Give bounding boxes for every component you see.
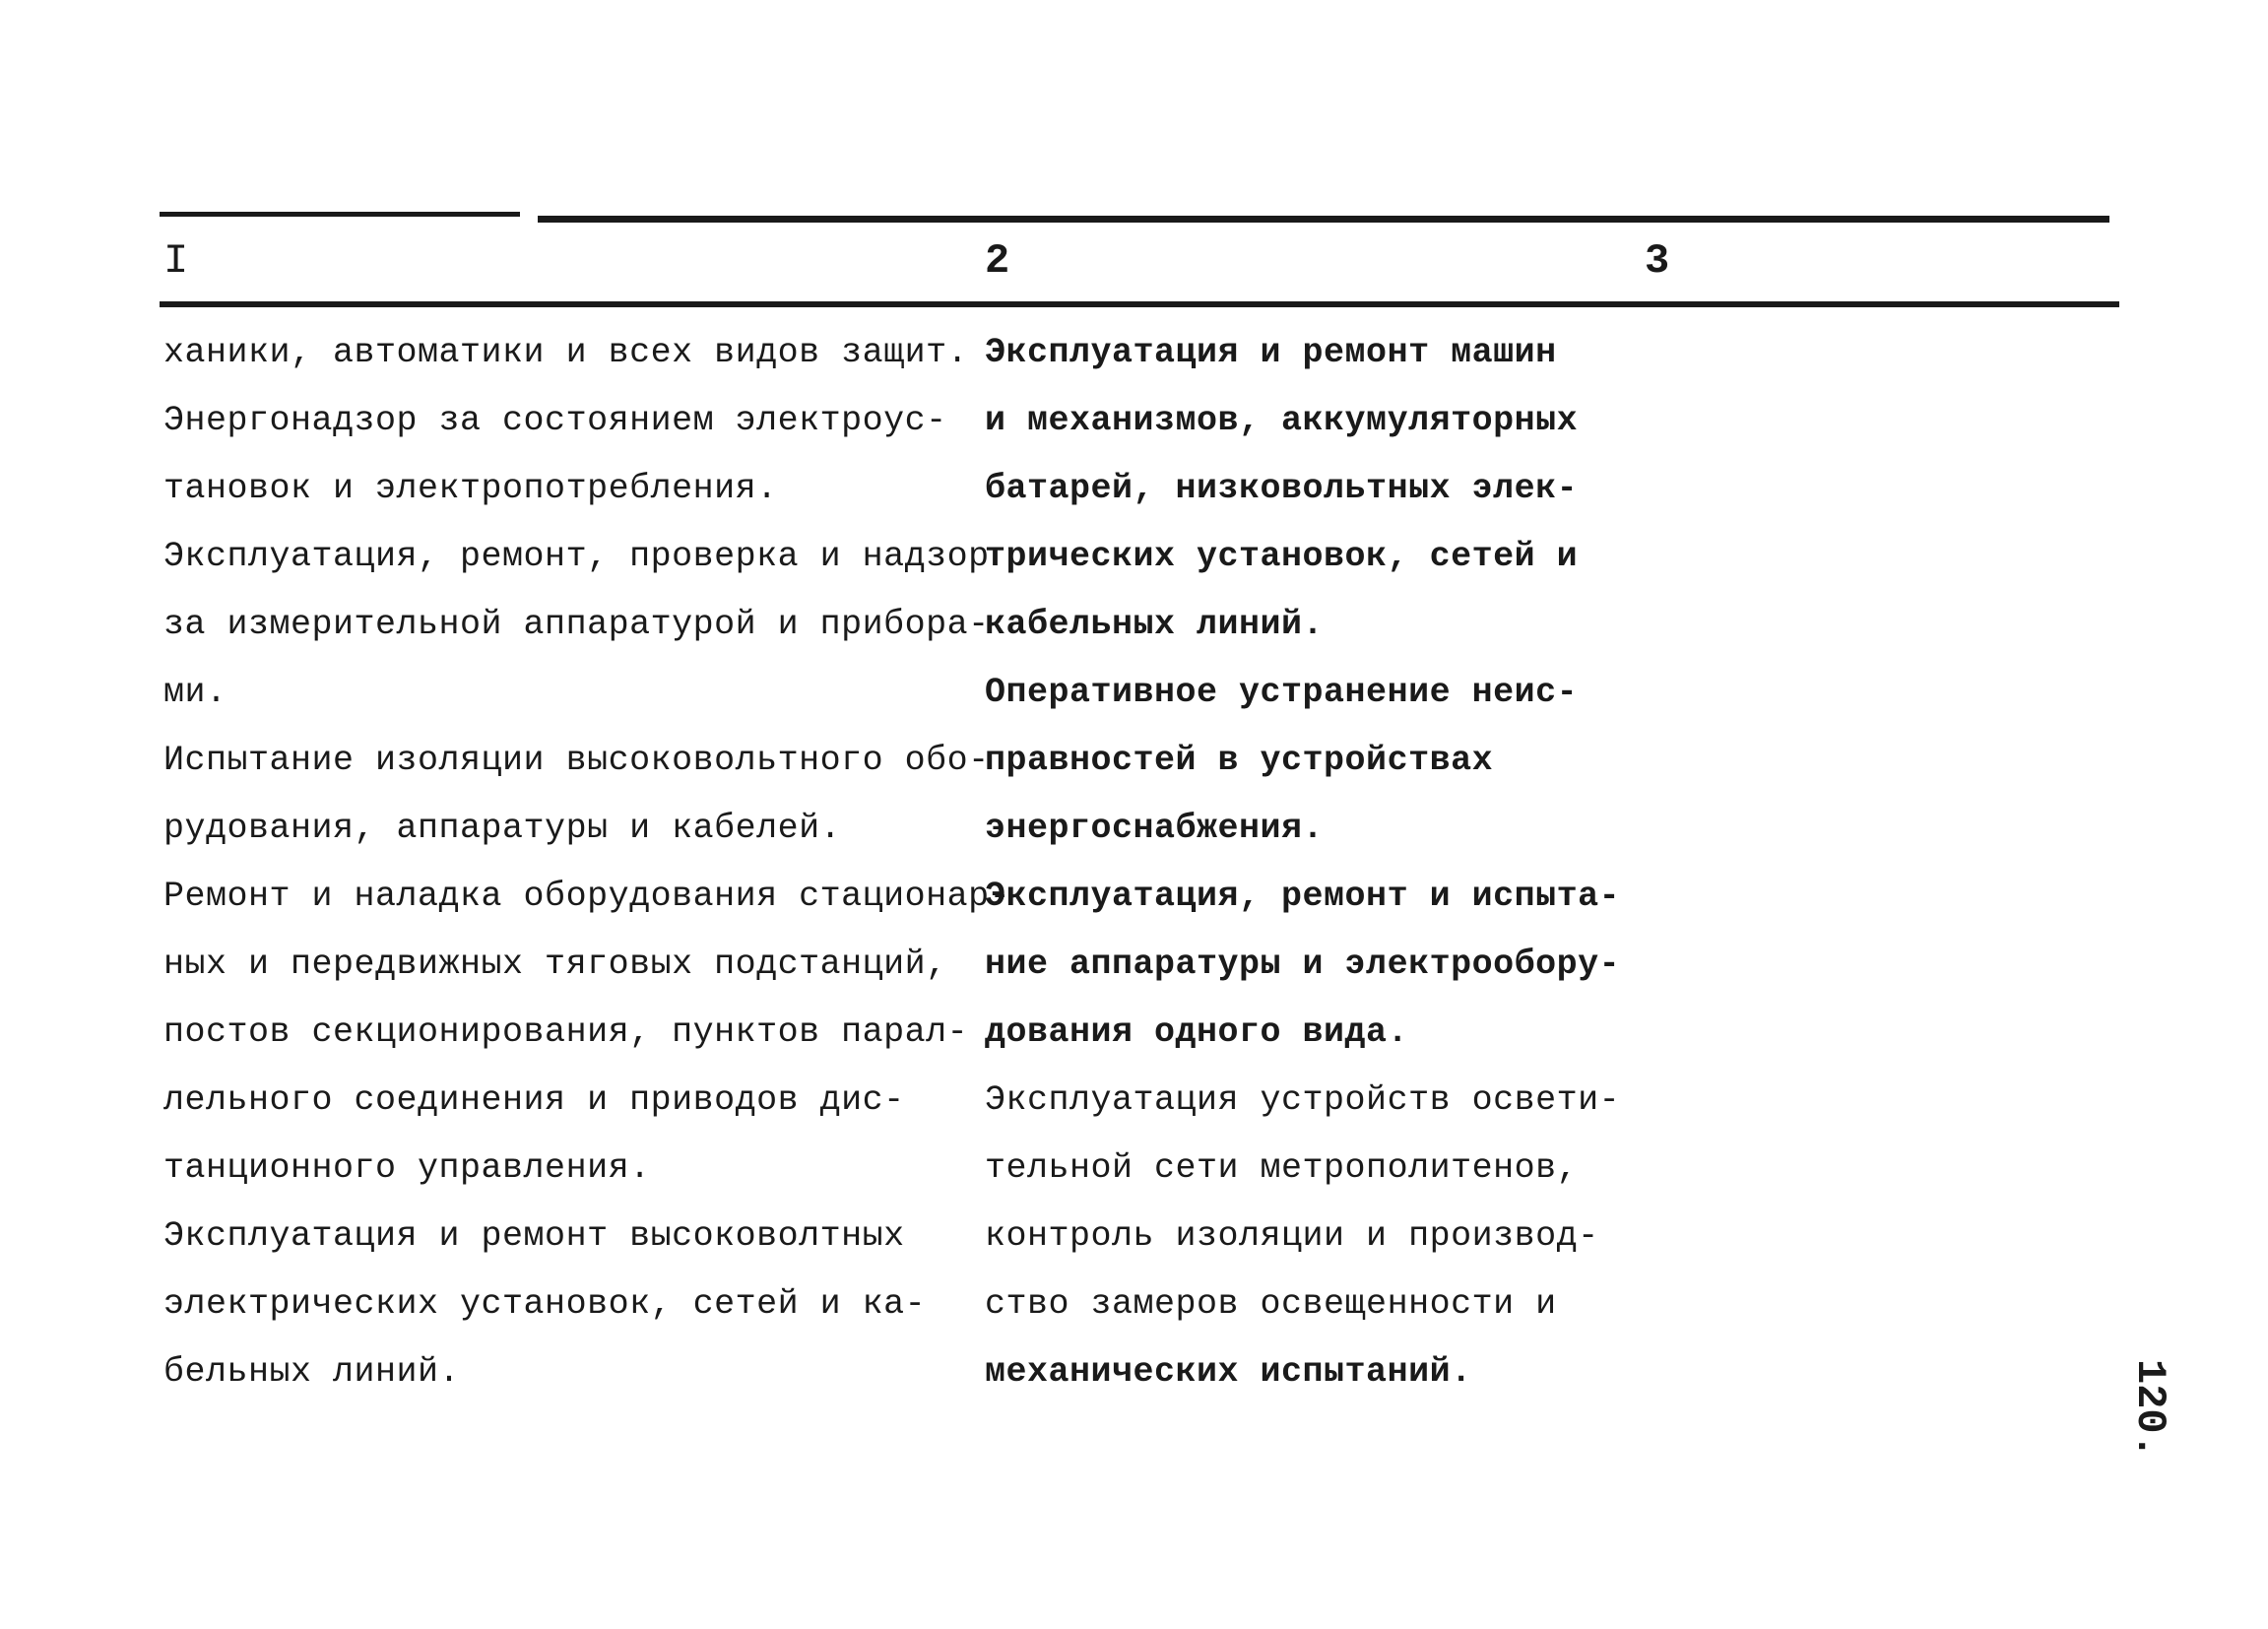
column-2-line: Эксплуатация и ремонт машин [985, 333, 1557, 372]
column-1-line: бельных линий. [163, 1352, 461, 1392]
column-2-line: батарей, низковольтных элек- [985, 469, 1579, 508]
column-1-line: Эксплуатация, ремонт, проверка и надзор [163, 537, 990, 576]
column-2-line: Эксплуатация устройств освети- [985, 1080, 1621, 1120]
table-top-rule-right [538, 216, 2109, 223]
column-1-line: Эксплуатация и ремонт высоковолтных [163, 1216, 905, 1256]
column-2-line: Оперативное устранение неис- [985, 673, 1579, 712]
table-top-rule-left [160, 212, 520, 217]
column-2-line: механических испытаний. [985, 1352, 1472, 1392]
column-1-line: Энергонадзор за состоянием электроус- [163, 401, 947, 440]
column-1-text [163, 327, 1011, 1414]
column-number-3: 3 [1645, 237, 1670, 285]
column-1-line: за измерительной аппаратурой и прибора- [163, 605, 990, 644]
column-2-line: и механизмов, аккумуляторных [985, 401, 1579, 440]
column-2-line: дования одного вида. [985, 1012, 1409, 1052]
column-1-line: лельного соединения и приводов дис- [163, 1080, 905, 1120]
column-1-line: электрических установок, сетей и ка- [163, 1284, 927, 1324]
page-number: 120. [2126, 1359, 2173, 1459]
column-2-line: ство замеров освещенности и [985, 1284, 1557, 1324]
column-2-text [985, 327, 1635, 1414]
column-number-1: I [163, 237, 189, 285]
column-2-line: кабельных линий. [985, 605, 1325, 644]
column-number-2: 2 [985, 237, 1010, 285]
column-2-line: энергоснабжения. [985, 809, 1325, 848]
column-1-line: танционного управления. [163, 1148, 651, 1188]
column-2-line: правностей в устройствах [985, 741, 1494, 780]
column-2-line: Эксплуатация, ремонт и испыта- [985, 877, 1621, 916]
column-1-line: постов секционирования, пунктов парал- [163, 1012, 969, 1052]
column-2-line: контроль изоляции и производ- [985, 1216, 1599, 1256]
column-1-line: Испытание изоляции высоковольтного обо- [163, 741, 990, 780]
column-2-line: ние аппаратуры и электрообору- [985, 945, 1621, 984]
column-1-line: ханики, автоматики и всех видов защит. [163, 333, 969, 372]
table-header-rule [160, 301, 2119, 307]
column-1-line: тановок и электропотребления. [163, 469, 778, 508]
column-1-line: ми. [163, 673, 227, 712]
column-1-line: Ремонт и наладка оборудования стационар- [163, 877, 1011, 916]
column-2-line: тельной сети метрополитенов, [985, 1148, 1579, 1188]
column-2-line: трических установок, сетей и [985, 537, 1579, 576]
column-1-line: ных и передвижных тяговых подстанций, [163, 945, 947, 984]
column-1-line: рудования, аппаратуры и кабелей. [163, 809, 842, 848]
